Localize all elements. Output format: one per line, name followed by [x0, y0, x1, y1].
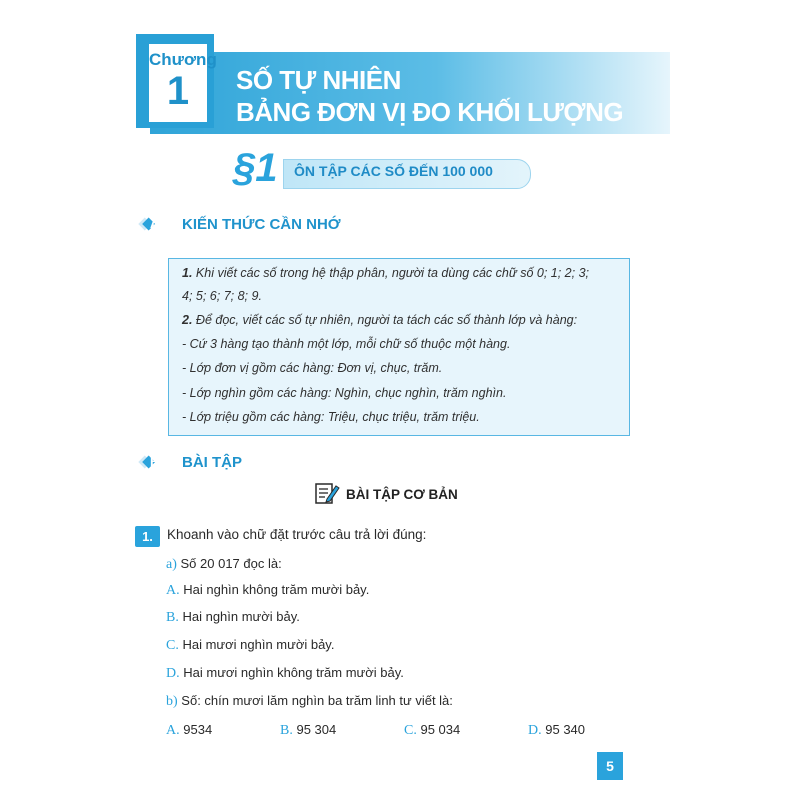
option-1a-C[interactable] [166, 637, 334, 654]
option-text: 95 340 [545, 722, 586, 737]
question-1b [166, 693, 453, 710]
option-letter: D. [528, 723, 542, 738]
knowledge-bullet-4: - Lớp triệu gồm các hàng: Triệu, chục triệu, trăm triệu. [182, 410, 480, 424]
question-1a-label: a) [166, 557, 177, 572]
option-text: Hai nghìn không trăm mười bảy. [183, 582, 370, 597]
chapter-badge [149, 44, 217, 122]
option-1b-A[interactable] [166, 722, 212, 739]
option-letter: D. [166, 666, 180, 681]
knowledge-item1-line1 [182, 266, 589, 280]
option-1a-D[interactable] [166, 665, 404, 682]
knowledge-bullet-3: - Lớp nghìn gồm các hàng: Nghìn, chục nghìn, trăm nghìn. [182, 386, 507, 400]
knowledge-item1-text: Khi viết các số trong hệ thập phân, người ta dùng các chữ số 0; 1; 2; 3; [195, 266, 590, 280]
part-b-letter: B [150, 454, 160, 469]
page-number: 5 [597, 752, 623, 780]
section-title: ÔN TẬP CÁC SỐ ĐẾN 100 000 [294, 163, 493, 179]
option-letter: C. [404, 723, 417, 738]
chapter-title-line2: BẢNG ĐƠN VỊ ĐO KHỐI LƯỢNG [236, 97, 624, 127]
knowledge-bullet-2: - Lớp đơn vị gồm các hàng: Đơn vị, chục, trăm. [182, 361, 443, 375]
chapter-title-line1: SỐ TỰ NHIÊN [236, 65, 401, 95]
question-1a-text: Số 20 017 đọc là: [180, 556, 282, 571]
option-letter: A. [166, 723, 180, 738]
chapter-number: 1 [166, 69, 190, 113]
basic-exercises-title: BÀI TẬP CƠ BẢN [346, 487, 458, 502]
option-1b-C[interactable] [404, 722, 460, 739]
question-1b-text: Số: chín mươi lăm nghìn ba trăm linh tư viết là: [181, 693, 453, 708]
option-text: Hai mươi nghìn mười bảy. [182, 637, 335, 652]
section-number: §1 [233, 146, 278, 190]
option-1a-B[interactable] [166, 609, 300, 626]
notepad-pencil-icon [314, 480, 340, 506]
option-letter: A. [166, 583, 180, 598]
option-text: 9534 [183, 722, 213, 737]
option-letter: C. [166, 638, 179, 653]
option-text: Hai mươi nghìn không trăm mười bảy. [183, 665, 404, 680]
question-1b-label: b) [166, 694, 178, 709]
question-1-prompt: Khoanh vào chữ đặt trước câu trả lời đúng: [167, 527, 427, 542]
option-text: 95 034 [420, 722, 461, 737]
knowledge-item2 [182, 313, 577, 327]
question-1-number: 1. [135, 526, 160, 547]
option-1b-D[interactable] [528, 722, 585, 739]
knowledge-item1-number: 1. [182, 266, 193, 280]
knowledge-item2-text: Để đọc, viết các số tự nhiên, người ta tách các số thành lớp và hàng: [195, 313, 578, 327]
knowledge-item2-number: 2. [182, 313, 193, 327]
knowledge-bullet-1: - Cứ 3 hàng tạo thành một lớp, mỗi chữ số thuộc một hàng. [182, 337, 511, 351]
option-1a-A[interactable] [166, 582, 369, 599]
chapter-word: Chương [149, 50, 217, 69]
question-1a [166, 556, 282, 573]
chapter-title [236, 64, 623, 128]
part-b-title: BÀI TẬP [182, 454, 242, 471]
option-text: Hai nghìn mười bảy. [182, 609, 300, 624]
knowledge-item1-line2: 4; 5; 6; 7; 8; 9. [182, 289, 262, 303]
part-a-letter: A [150, 216, 160, 231]
option-text: 95 304 [296, 722, 337, 737]
option-letter: B. [280, 723, 293, 738]
option-1b-B[interactable] [280, 722, 336, 739]
part-a-title: KIẾN THỨC CẦN NHỚ [182, 216, 341, 233]
option-letter: B. [166, 610, 179, 625]
